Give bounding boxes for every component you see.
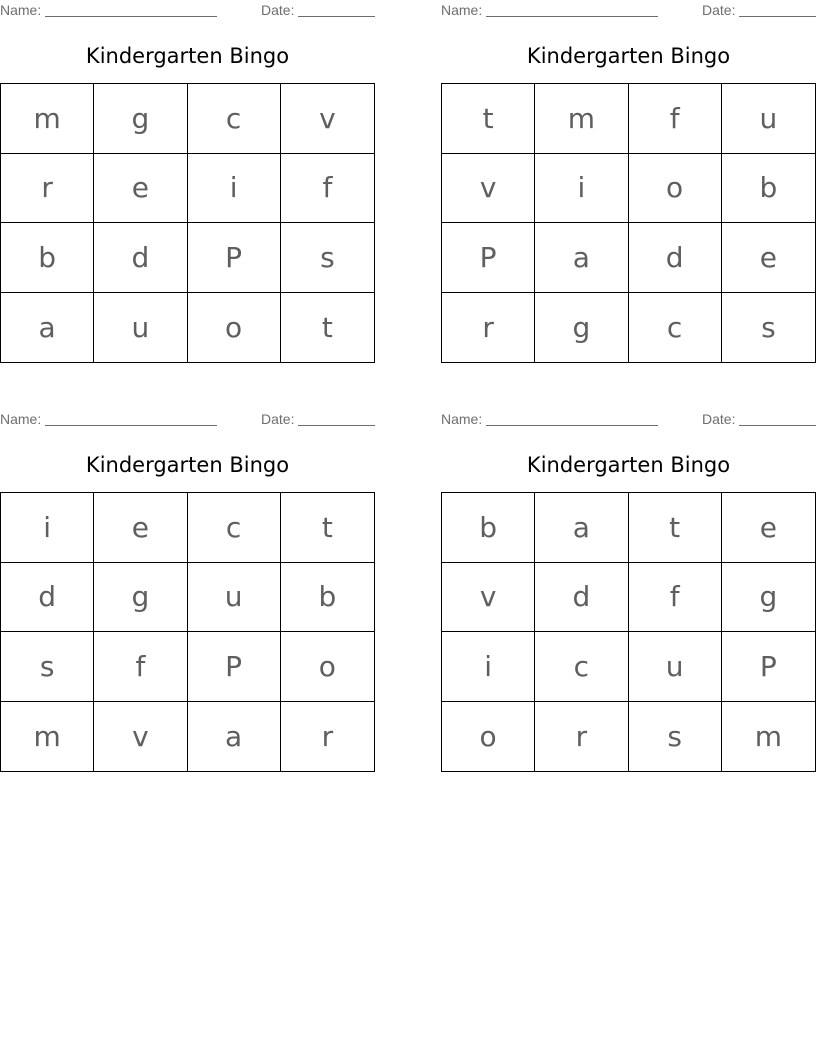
- bingo-cell: o: [629, 154, 722, 224]
- bingo-cell: o: [188, 293, 281, 363]
- bingo-card-3: [0, 409, 375, 769]
- bingo-cell: g: [535, 293, 628, 363]
- card-header-fields: [0, 2, 375, 18]
- name-label: Name:: [0, 2, 42, 18]
- bingo-grid: [441, 492, 816, 772]
- bingo-grid: [0, 83, 375, 363]
- bingo-grid: [0, 492, 375, 772]
- bingo-cell: r: [535, 702, 628, 772]
- bingo-cell: i: [535, 154, 628, 224]
- bingo-cell: v: [281, 84, 374, 154]
- bingo-cell: i: [188, 154, 281, 224]
- bingo-cell: d: [94, 223, 187, 293]
- date-blank-line: [298, 16, 375, 17]
- bingo-cell: t: [442, 84, 535, 154]
- bingo-cell: P: [722, 632, 815, 702]
- bingo-card-4: [441, 409, 816, 769]
- bingo-cell: e: [94, 154, 187, 224]
- bingo-cell: i: [1, 493, 94, 563]
- name-label: Name:: [441, 2, 483, 18]
- date-label: Date:: [261, 411, 295, 427]
- name-blank-line: [486, 425, 658, 426]
- card-title: Kindergarten Bingo: [85, 453, 290, 477]
- bingo-cell: s: [1, 632, 94, 702]
- bingo-cell: u: [188, 563, 281, 633]
- bingo-cell: s: [761, 310, 776, 344]
- date-blank-line: [298, 425, 375, 426]
- card-header-fields: [441, 411, 816, 427]
- bingo-cell: P: [188, 632, 281, 702]
- bingo-cell: P: [188, 223, 281, 293]
- bingo-cell: e: [722, 493, 815, 563]
- bingo-cell: g: [94, 563, 187, 633]
- bingo-cell: t: [321, 310, 333, 344]
- bingo-cell: c: [188, 84, 281, 154]
- name-label: Name:: [0, 411, 42, 427]
- bingo-grid: [441, 83, 816, 363]
- date-label: Date:: [702, 2, 736, 18]
- bingo-cell: m: [1, 84, 94, 154]
- card-header-fields: [441, 2, 816, 18]
- bingo-cell: a: [188, 702, 281, 772]
- bingo-cell: i: [442, 632, 535, 702]
- name-blank-line: [45, 425, 217, 426]
- bingo-cell: r: [321, 719, 334, 753]
- bingo-cell: v: [94, 702, 187, 772]
- bingo-cell: s: [281, 223, 374, 293]
- bingo-cell: f: [281, 154, 374, 224]
- bingo-cell: u: [94, 293, 187, 363]
- bingo-cell: v: [442, 154, 535, 224]
- date-label: Date:: [702, 411, 736, 427]
- bingo-cell: m: [754, 719, 783, 753]
- bingo-cell: e: [722, 223, 815, 293]
- bingo-cell: a: [535, 223, 628, 293]
- card-title: Kindergarten Bingo: [526, 44, 731, 68]
- bingo-cell: f: [629, 563, 722, 633]
- bingo-cell: c: [188, 493, 281, 563]
- bingo-cell: t: [281, 493, 374, 563]
- bingo-cell: a: [1, 293, 94, 363]
- date-label: Date:: [261, 2, 295, 18]
- bingo-cell: o: [442, 702, 535, 772]
- name-label: Name:: [441, 411, 483, 427]
- bingo-cell: v: [442, 563, 535, 633]
- bingo-cell: a: [535, 493, 628, 563]
- name-blank-line: [45, 16, 217, 17]
- bingo-cell: b: [1, 223, 94, 293]
- bingo-cell: r: [442, 293, 535, 363]
- bingo-cell: P: [442, 223, 535, 293]
- bingo-cell: f: [629, 84, 722, 154]
- card-title: Kindergarten Bingo: [526, 453, 731, 477]
- bingo-cell: o: [281, 632, 374, 702]
- bingo-card-2: [441, 0, 816, 360]
- bingo-card-1: [0, 0, 375, 360]
- bingo-cell: u: [722, 84, 815, 154]
- date-blank-line: [739, 425, 816, 426]
- bingo-cell: u: [629, 632, 722, 702]
- bingo-cell: d: [535, 563, 628, 633]
- bingo-cell: m: [1, 702, 94, 772]
- bingo-cell: t: [629, 493, 722, 563]
- bingo-cell: d: [629, 223, 722, 293]
- bingo-cell: b: [281, 563, 374, 633]
- card-title: Kindergarten Bingo: [85, 44, 290, 68]
- bingo-cell: d: [1, 563, 94, 633]
- bingo-cell: c: [629, 293, 722, 363]
- bingo-cell: m: [535, 84, 628, 154]
- bingo-cell: g: [722, 563, 815, 633]
- bingo-cell: f: [94, 632, 187, 702]
- bingo-cell: b: [442, 493, 535, 563]
- date-blank-line: [739, 16, 816, 17]
- bingo-cell: c: [535, 632, 628, 702]
- bingo-cell: b: [722, 154, 815, 224]
- bingo-cell: e: [94, 493, 187, 563]
- bingo-cell: r: [1, 154, 94, 224]
- name-blank-line: [486, 16, 658, 17]
- card-header-fields: [0, 411, 375, 427]
- bingo-cell: s: [629, 702, 722, 772]
- bingo-cell: g: [94, 84, 187, 154]
